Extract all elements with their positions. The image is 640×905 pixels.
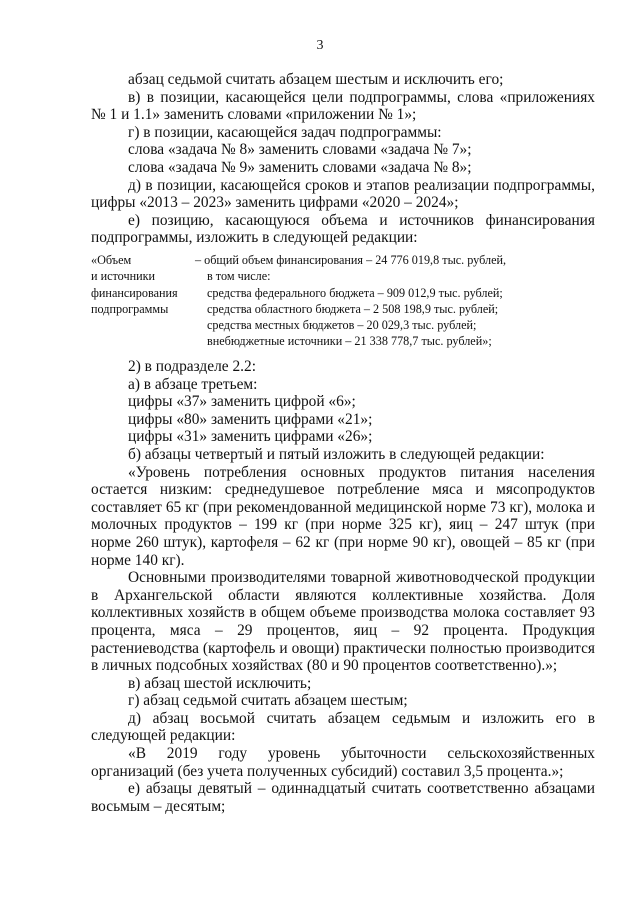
amendments-top-section [91,71,595,247]
quoted-paragraph-3: «В 2019 году уровень убыточности сельскохозяйственных организаций (без учета полученных субсидий) составил 3,5 процента.»; [91,745,595,780]
finance-values [187,252,506,350]
paragraph-12: цифры «31» заменить цифрами «26»; [128,428,373,446]
finance-label [91,252,187,350]
finance-table [91,252,595,350]
paragraph-3: г) в позиции, касающейся задач подпрограммы: [128,123,442,141]
finance-label-line: «Объем [91,253,132,267]
finance-value-line: внебюджетные источники – 21 338 778,7 тыс. рублей»; [207,334,492,349]
finance-label-line: финансирования [91,285,178,300]
quoted-paragraph-1: «Уровень потребления основных продуктов питания населения остается низким: среднедушевое потребление мяса и мясопродуктов составляет 65 кг (при рекомендованной медицинской норме 73 кг), молока и молочных продуктов – 199 кг (при норме 325 кг), яиц – 247 штук (при норме 260 штук), картофеля – 62 кг (при норме 90 кг), овощей – 85 кг (при норме 140 кг). [91,463,595,569]
paragraph-10: цифры «37» заменить цифрой «6»; [128,393,356,411]
quoted-paragraph-2: Основными производителями товарной животноводческой продукции в Архангельской области являются коллективные хозяйства. Доля коллективных хозяйств в общем объеме производства молока составляет 93 процента, мяса – 29 процентов, яиц – 92 процента. Продукция растениеводства (картофель и овощи) практически полностью производится в личных подсобных хозяйствах (80 и 90 процентов соответственно).»; [91,569,595,675]
paragraph-1: абзац седьмой считать абзацем шестым и исключить его; [128,71,504,88]
finance-value-line: средства областного бюджета – 2 508 198,9 тыс. рублей; [207,301,499,316]
paragraph-16: д) абзац восьмой считать абзацем седьмым и изложить его в следующей редакции: [91,709,595,745]
paragraph-7: е) позицию, касающуюся объема и источников финансирования подпрограммы, изложить в следующей редакции: [91,211,595,247]
finance-value-line: средства местных бюджетов – 20 029,3 тыс. рублей; [207,318,477,333]
finance-label-line: и источники [91,269,156,284]
paragraph-6: д) в позиции, касающейся сроков и этапов реализации подпрограммы, цифры «2013 – 2023» заменить цифрами «2020 – 2024»; [91,176,595,212]
paragraph-14: в) абзац шестой исключить; [128,674,312,692]
finance-label-line: подпрограммы [91,301,169,316]
paragraph-2: в) в позиции, касающейся цели подпрограммы, слова «приложениях № 1 и 1.1» заменить словами «приложении № 1»; [91,88,595,124]
finance-value-line: средства федерального бюджета – 909 012,9 тыс. рублей; [207,285,503,300]
paragraph-8: 2) в подразделе 2.2: [128,358,256,375]
paragraph-5: слова «задача № 9» заменить словами «задача № 8»; [128,158,472,176]
paragraph-4: слова «задача № 8» заменить словами «задача № 7»; [128,141,472,159]
paragraph-13: б) абзацы четвертый и пятый изложить в следующей редакции: [128,445,545,463]
paragraph-17: е) абзацы девятый – одиннадцатый считать соответственно абзацами восьмым – десятым; [91,780,595,815]
page-number: 3 [316,38,324,53]
finance-value-line: – общий объем финансирования – 24 776 019,8 тыс. рублей, [195,253,507,267]
paragraph-15: г) абзац седьмой считать абзацем шестым; [128,692,408,710]
amendments-lower-section [91,358,595,815]
paragraph-11: цифры «80» заменить цифрами «21»; [128,410,373,428]
paragraph-9: а) в абзаце третьем: [128,375,258,393]
finance-value-line: в том числе: [207,269,271,284]
